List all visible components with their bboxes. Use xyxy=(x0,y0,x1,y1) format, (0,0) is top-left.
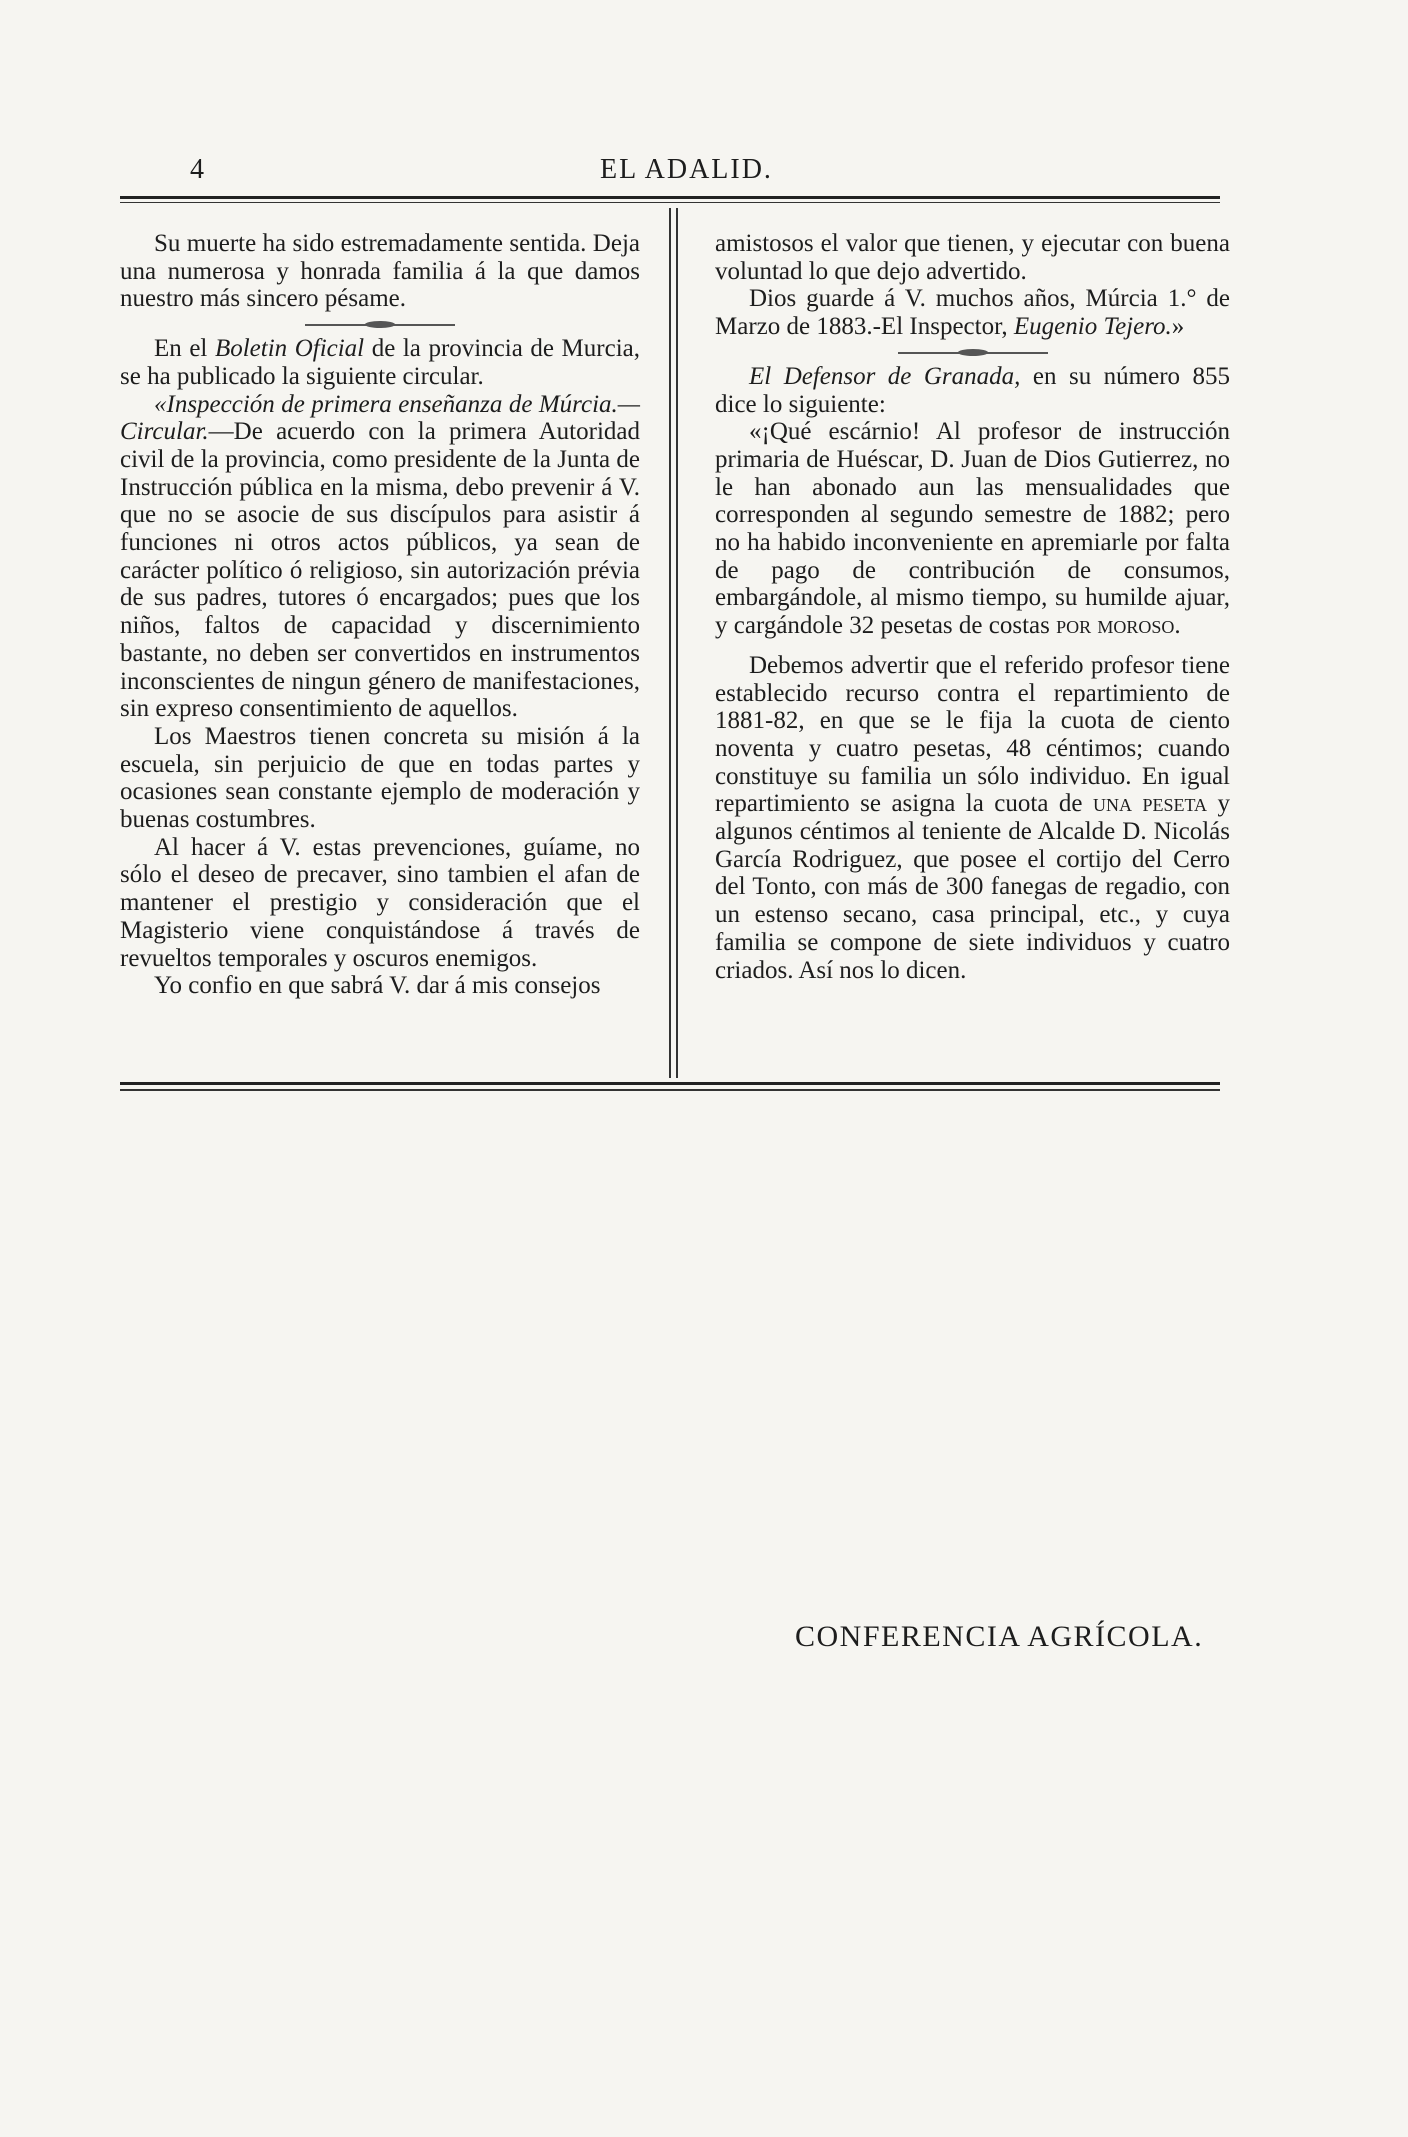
inspector-name: Eugenio Tejero. xyxy=(1013,313,1172,341)
quote-paragraph: «¡Qué escárnio! Al profesor de instrucción primaria de Huéscar, D. Juan de Dios Gutierrez, no le han abonado aun las mensualidades que corresponden al segundo semestre de 1882; pero no ha habido inconveniente en apremiarle por falta de pago de contribución de consumos, embargándole, al mismo tiempo, su humilde ajuar, y cargándole 32 pesetas de costas por moroso. xyxy=(715,418,1230,640)
header-rule-thin xyxy=(120,202,1220,203)
left-column xyxy=(120,230,640,1000)
circular-intro: En el Boletin Oficial de la provincia de Murcia, se ha publicado la siguiente circular. xyxy=(120,335,640,390)
defensor-intro: El Defensor de Granada, en su número 855 dice lo siguiente: xyxy=(715,362,1230,418)
column-divider xyxy=(669,208,671,1078)
circular-body: «Inspección de primera enseñanza de Múrcia.—Circular.—De acuerdo con la primera Autoridad civil de la provincia, como presidente de la Junta de Instrucción pública en la misma, debo prevenir á V. que no se asocie de sus discípulos para asistir á funciones ni otros actos públicos, ya sean de carácter político ó religioso, sin autorización prévia de sus padres, tutores ó encargados; pues que los niños, faltos de capacidad y discernimiento bastante, no deben ser convertidos en instrumentos inconscientes de ningun género de manifestaciones, sin expreso consentimiento de aquellos. xyxy=(120,390,640,723)
circular-signoff: Dios guarde á V. muchos años, Múrcia 1.° de Marzo de 1883.-El Inspector, Eugenio Tejero.» xyxy=(715,285,1230,341)
circular-paragraph: Los Maestros tienen concreta su misión á la escuela, sin perjuicio de que en todas partes y ocasiones sean constante ejemplo de moderación y buenas costumbres. xyxy=(120,722,640,834)
commentary-paragraph: Debemos advertir que el referido profesor tiene establecido recurso contra el repartimiento de 1881-82, en que se le fija la cuota de ciento noventa y cuatro pesetas, 48 céntimos; cuando constituye su familia un sólo individuo. En igual repartimiento se asigna la cuota de una peseta y algunos céntimos al teniente de Alcalde D. Nicolás García Rodriguez, que posee el cortijo del Cerro del Tonto, con más de 300 fanegas de regadio, con un estenso secano, casa principal, etc., y cuya familia se compone de siete individuos y cuatro criados. Así nos lo dicen. xyxy=(715,651,1231,984)
bulletin-title: Boletin Oficial xyxy=(214,335,365,363)
circular-paragraph: Yo confio en que sabrá V. dar á mis consejos xyxy=(154,972,601,1000)
conference-heading: CONFERENCIA AGRÍCOLA. xyxy=(795,1620,1204,1653)
footer-rule xyxy=(120,1082,1220,1085)
page-header xyxy=(120,148,1220,184)
circular-paragraph: Al hacer á V. estas prevenciones, guíame, no sólo el deseo de precaver, sino tambien el afan de mantener el prestigio y consideración que el Magisterio viene conquistándose á través de revueltos temporales y oscuros enemigos. xyxy=(120,833,640,972)
section-separator xyxy=(898,352,1048,354)
obituary-paragraph: Su muerte ha sido estremadamente sentida. Deja una numerosa y honrada familia á la que damos nuestro más sincero pésame. xyxy=(120,230,640,313)
circular-continuation: amistosos el valor que tienen, y ejecutar con buena voluntad lo que dejo advertido. xyxy=(715,230,1230,285)
section-separator xyxy=(305,324,455,326)
header-rule xyxy=(120,196,1220,199)
column-divider xyxy=(676,208,678,1078)
page-number: 4 xyxy=(190,154,204,185)
running-title: EL ADALID. xyxy=(600,154,773,185)
newspaper-title: El Defensor de Granada, xyxy=(749,362,1021,390)
right-column xyxy=(715,230,1230,984)
footer-rule-thin xyxy=(120,1089,1220,1091)
circular-heading: «Inspección de primera enseñanza de Múrcia.—Circular. xyxy=(120,390,640,446)
